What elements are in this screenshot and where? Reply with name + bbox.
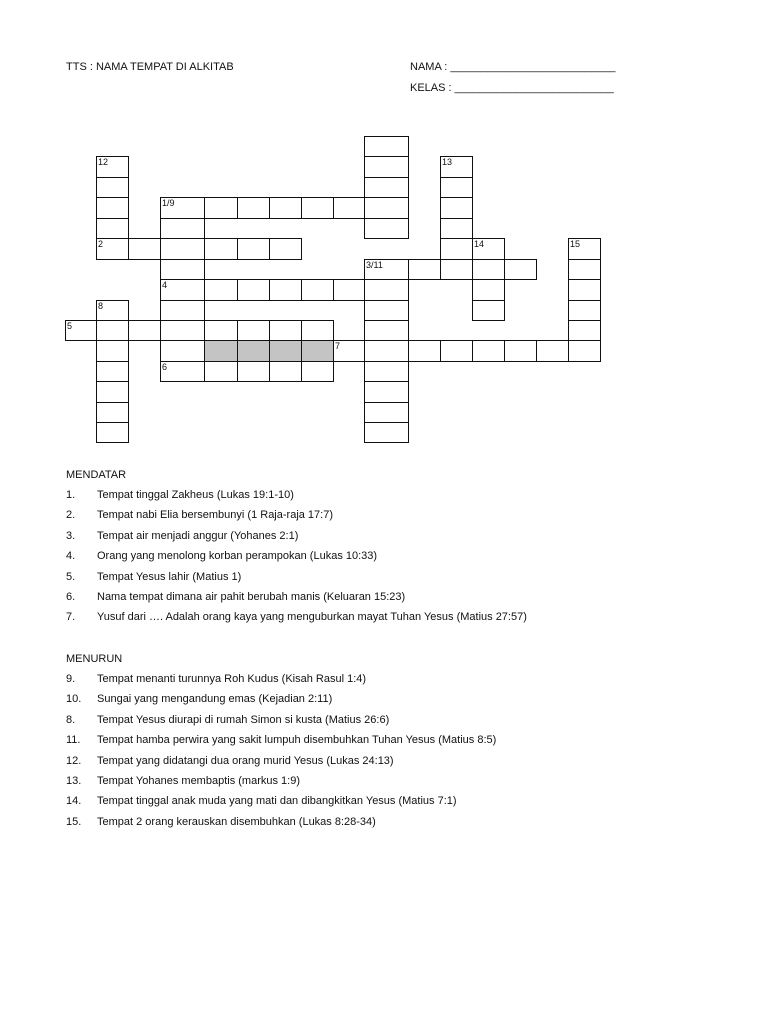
clue-number: 6 [162, 362, 168, 372]
crossword-cell[interactable] [333, 197, 365, 219]
crossword-cell[interactable] [96, 402, 129, 423]
clue-item-text: Tempat Yohanes membaptis (markus 1:9) [97, 775, 300, 787]
clue-item-text: Tempat air menjadi anggur (Yohanes 2:1) [97, 529, 299, 542]
crossword-cell[interactable] [96, 218, 129, 239]
crossword-cell[interactable] [160, 279, 205, 301]
crossword-cell[interactable] [160, 320, 205, 341]
crossword-cell[interactable] [269, 197, 302, 219]
crossword-cell[interactable] [504, 259, 537, 280]
crossword-cell[interactable] [96, 177, 129, 198]
crossword-cell[interactable] [364, 422, 409, 443]
clue-item-number: 6. [66, 591, 76, 603]
crossword-cell[interactable] [204, 361, 238, 382]
clue-item-text: Tempat tinggal anak muda yang mati dan dibangkitkan Yesus (Matius 7:1) [97, 795, 457, 808]
crossword-cell[interactable] [472, 238, 505, 260]
crossword-grid [0, 0, 768, 470]
clue-item-text: Tempat nabi Elia bersembunyi (1 Raja-raja 17:7) [97, 509, 334, 522]
clue-item-text: Tempat yang didatangi dua orang murid Yesus (Lukas 24:13) [97, 754, 394, 767]
crossword-cell[interactable] [364, 177, 409, 198]
crossword-cell[interactable] [204, 279, 238, 301]
crossword-cell[interactable] [364, 218, 409, 239]
crossword-cell[interactable] [568, 259, 601, 280]
clue-item-number: 3. [66, 529, 76, 542]
crossword-cell[interactable] [472, 300, 505, 321]
crossword-cell[interactable] [364, 156, 409, 178]
crossword-cell[interactable] [237, 361, 270, 382]
clue-item-text: Tempat tinggal Zakheus (Lukas 19:1-10) [97, 489, 294, 501]
clue-item-number: 1. [66, 489, 76, 501]
crossword-cell[interactable] [568, 279, 601, 301]
clue-item-text: Tempat menanti turunnya Roh Kudus (Kisah Rasul 1:4) [97, 673, 367, 685]
clue-item-text: Yusuf dari …. Adalah orang kaya yang menguburkan mayat Tuhan Yesus (Matius 27:57) [97, 611, 527, 624]
crossword-cell[interactable] [160, 361, 205, 382]
crossword-cell[interactable] [364, 136, 409, 157]
crossword-cell[interactable] [301, 361, 334, 382]
clue-number: 14 [474, 239, 485, 249]
crossword-cell[interactable] [408, 340, 441, 362]
crossword-cell[interactable] [160, 218, 205, 239]
crossword-cell[interactable] [301, 197, 334, 219]
crossword-cell[interactable] [364, 259, 409, 280]
crossword-cell[interactable] [269, 320, 302, 341]
crossword-cell[interactable] [568, 300, 601, 321]
crossword-cell[interactable] [364, 197, 409, 219]
clue-number: 4 [162, 280, 168, 290]
crossword-cell[interactable] [472, 340, 505, 362]
crossword-cell[interactable] [237, 320, 270, 341]
clue-number: 13 [442, 157, 453, 167]
clue-item-text: Tempat Yesus lahir (Matius 1) [97, 570, 242, 583]
crossword-cell[interactable] [504, 340, 537, 362]
crossword-cell[interactable] [568, 340, 601, 362]
crossword-cell[interactable] [364, 340, 409, 362]
clue-item-number: 13. [66, 775, 82, 787]
crossword-cell[interactable] [96, 361, 129, 382]
crossword-cell[interactable] [269, 238, 302, 260]
clue-item-number: 10. [66, 693, 82, 706]
clue-item-number: 12. [66, 754, 82, 767]
clue-item-number: 9. [66, 673, 76, 685]
crossword-cell[interactable] [160, 340, 205, 362]
clue-item-number: 2. [66, 509, 76, 522]
crossword-cell[interactable] [96, 238, 129, 260]
down-heading: MENURUN [66, 653, 123, 665]
crossword-cell[interactable] [128, 320, 161, 341]
crossword-cell[interactable] [536, 340, 569, 362]
crossword-cell[interactable] [96, 320, 129, 341]
crossword-shaded-cell [269, 340, 302, 362]
crossword-cell[interactable] [96, 422, 129, 443]
clue-item-number: 4. [66, 550, 76, 563]
crossword-cell[interactable] [333, 279, 365, 301]
clue-item-text: Tempat 2 orang kerauskan disembuhkan (Lukas 8:28-34) [97, 815, 376, 828]
clue-number: 3/11 [366, 260, 383, 270]
crossword-cell[interactable] [440, 177, 473, 198]
crossword-cell[interactable] [96, 340, 129, 362]
crossword-cell[interactable] [568, 320, 601, 341]
crossword-cell[interactable] [204, 320, 238, 341]
crossword-cell[interactable] [364, 381, 409, 403]
clue-item-number: 15. [66, 815, 82, 828]
crossword-cell[interactable] [160, 197, 205, 219]
clue-number: 7 [335, 341, 341, 351]
crossword-cell[interactable] [204, 197, 238, 219]
clue-item-number: 7. [66, 611, 76, 624]
clue-number: 1/9 [162, 198, 175, 208]
clue-item-text: Orang yang menolong korban perampokan (Lukas 10:33) [97, 550, 378, 563]
crossword-cell[interactable] [237, 279, 270, 301]
crossword-cell[interactable] [364, 300, 409, 321]
crossword-cell[interactable] [568, 238, 601, 260]
crossword-cell[interactable] [440, 259, 473, 280]
crossword-cell[interactable] [440, 197, 473, 219]
crossword-cell[interactable] [301, 320, 334, 341]
worksheet-title: TTS : NAMA TEMPAT DI ALKITAB [66, 61, 234, 73]
crossword-shaded-cell [301, 340, 334, 362]
crossword-cell[interactable] [364, 279, 409, 301]
clue-item-text: Tempat Yesus diurapi di rumah Simon si kusta (Matius 26:6) [97, 713, 390, 726]
clue-item-number: 14. [66, 795, 82, 808]
clue-number: 15 [570, 239, 581, 249]
clue-number: 5 [67, 321, 73, 331]
crossword-cell[interactable] [65, 320, 97, 341]
crossword-cell[interactable] [440, 218, 473, 239]
crossword-cell[interactable] [333, 340, 365, 362]
crossword-cell[interactable] [237, 197, 270, 219]
clue-number: 8 [98, 301, 104, 311]
crossword-cell[interactable] [440, 340, 473, 362]
crossword-cell[interactable] [160, 300, 205, 321]
crossword-cell[interactable] [364, 361, 409, 382]
crossword-cell[interactable] [408, 259, 441, 280]
crossword-cell[interactable] [96, 300, 129, 321]
crossword-cell[interactable] [364, 402, 409, 423]
crossword-cell[interactable] [128, 238, 161, 260]
crossword-cell[interactable] [96, 156, 129, 178]
crossword-cell[interactable] [160, 238, 205, 260]
crossword-cell[interactable] [301, 279, 334, 301]
clue-item-number: 8. [66, 713, 76, 726]
name-field[interactable]: NAMA : ___________________________ [410, 61, 616, 73]
clue-item-text: Nama tempat dimana air pahit berubah manis (Keluaran 15:23) [97, 591, 406, 603]
class-field[interactable]: KELAS : __________________________ [410, 82, 614, 94]
crossword-cell[interactable] [96, 197, 129, 219]
crossword-cell[interactable] [269, 361, 302, 382]
clue-number: 2 [98, 239, 104, 249]
crossword-cell[interactable] [237, 238, 270, 260]
clue-item-number: 11. [66, 734, 81, 747]
crossword-shaded-cell [237, 340, 270, 362]
crossword-cell[interactable] [472, 279, 505, 301]
across-heading: MENDATAR [66, 469, 127, 481]
clue-item-text: Sungai yang mengandung emas (Kejadian 2:11) [97, 693, 333, 706]
crossword-cell[interactable] [440, 238, 473, 260]
crossword-cell[interactable] [204, 238, 238, 260]
crossword-cell[interactable] [96, 381, 129, 403]
crossword-cell[interactable] [440, 156, 473, 178]
crossword-cell[interactable] [160, 259, 205, 280]
crossword-cell[interactable] [364, 320, 409, 341]
clue-number: 12 [98, 157, 109, 167]
crossword-cell[interactable] [269, 279, 302, 301]
crossword-shaded-cell [204, 340, 238, 362]
clue-item-text: Tempat hamba perwira yang sakit lumpuh disembuhkan Tuhan Yesus (Matius 8:5) [97, 734, 497, 747]
clue-item-number: 5. [66, 570, 76, 583]
crossword-cell[interactable] [472, 259, 505, 280]
